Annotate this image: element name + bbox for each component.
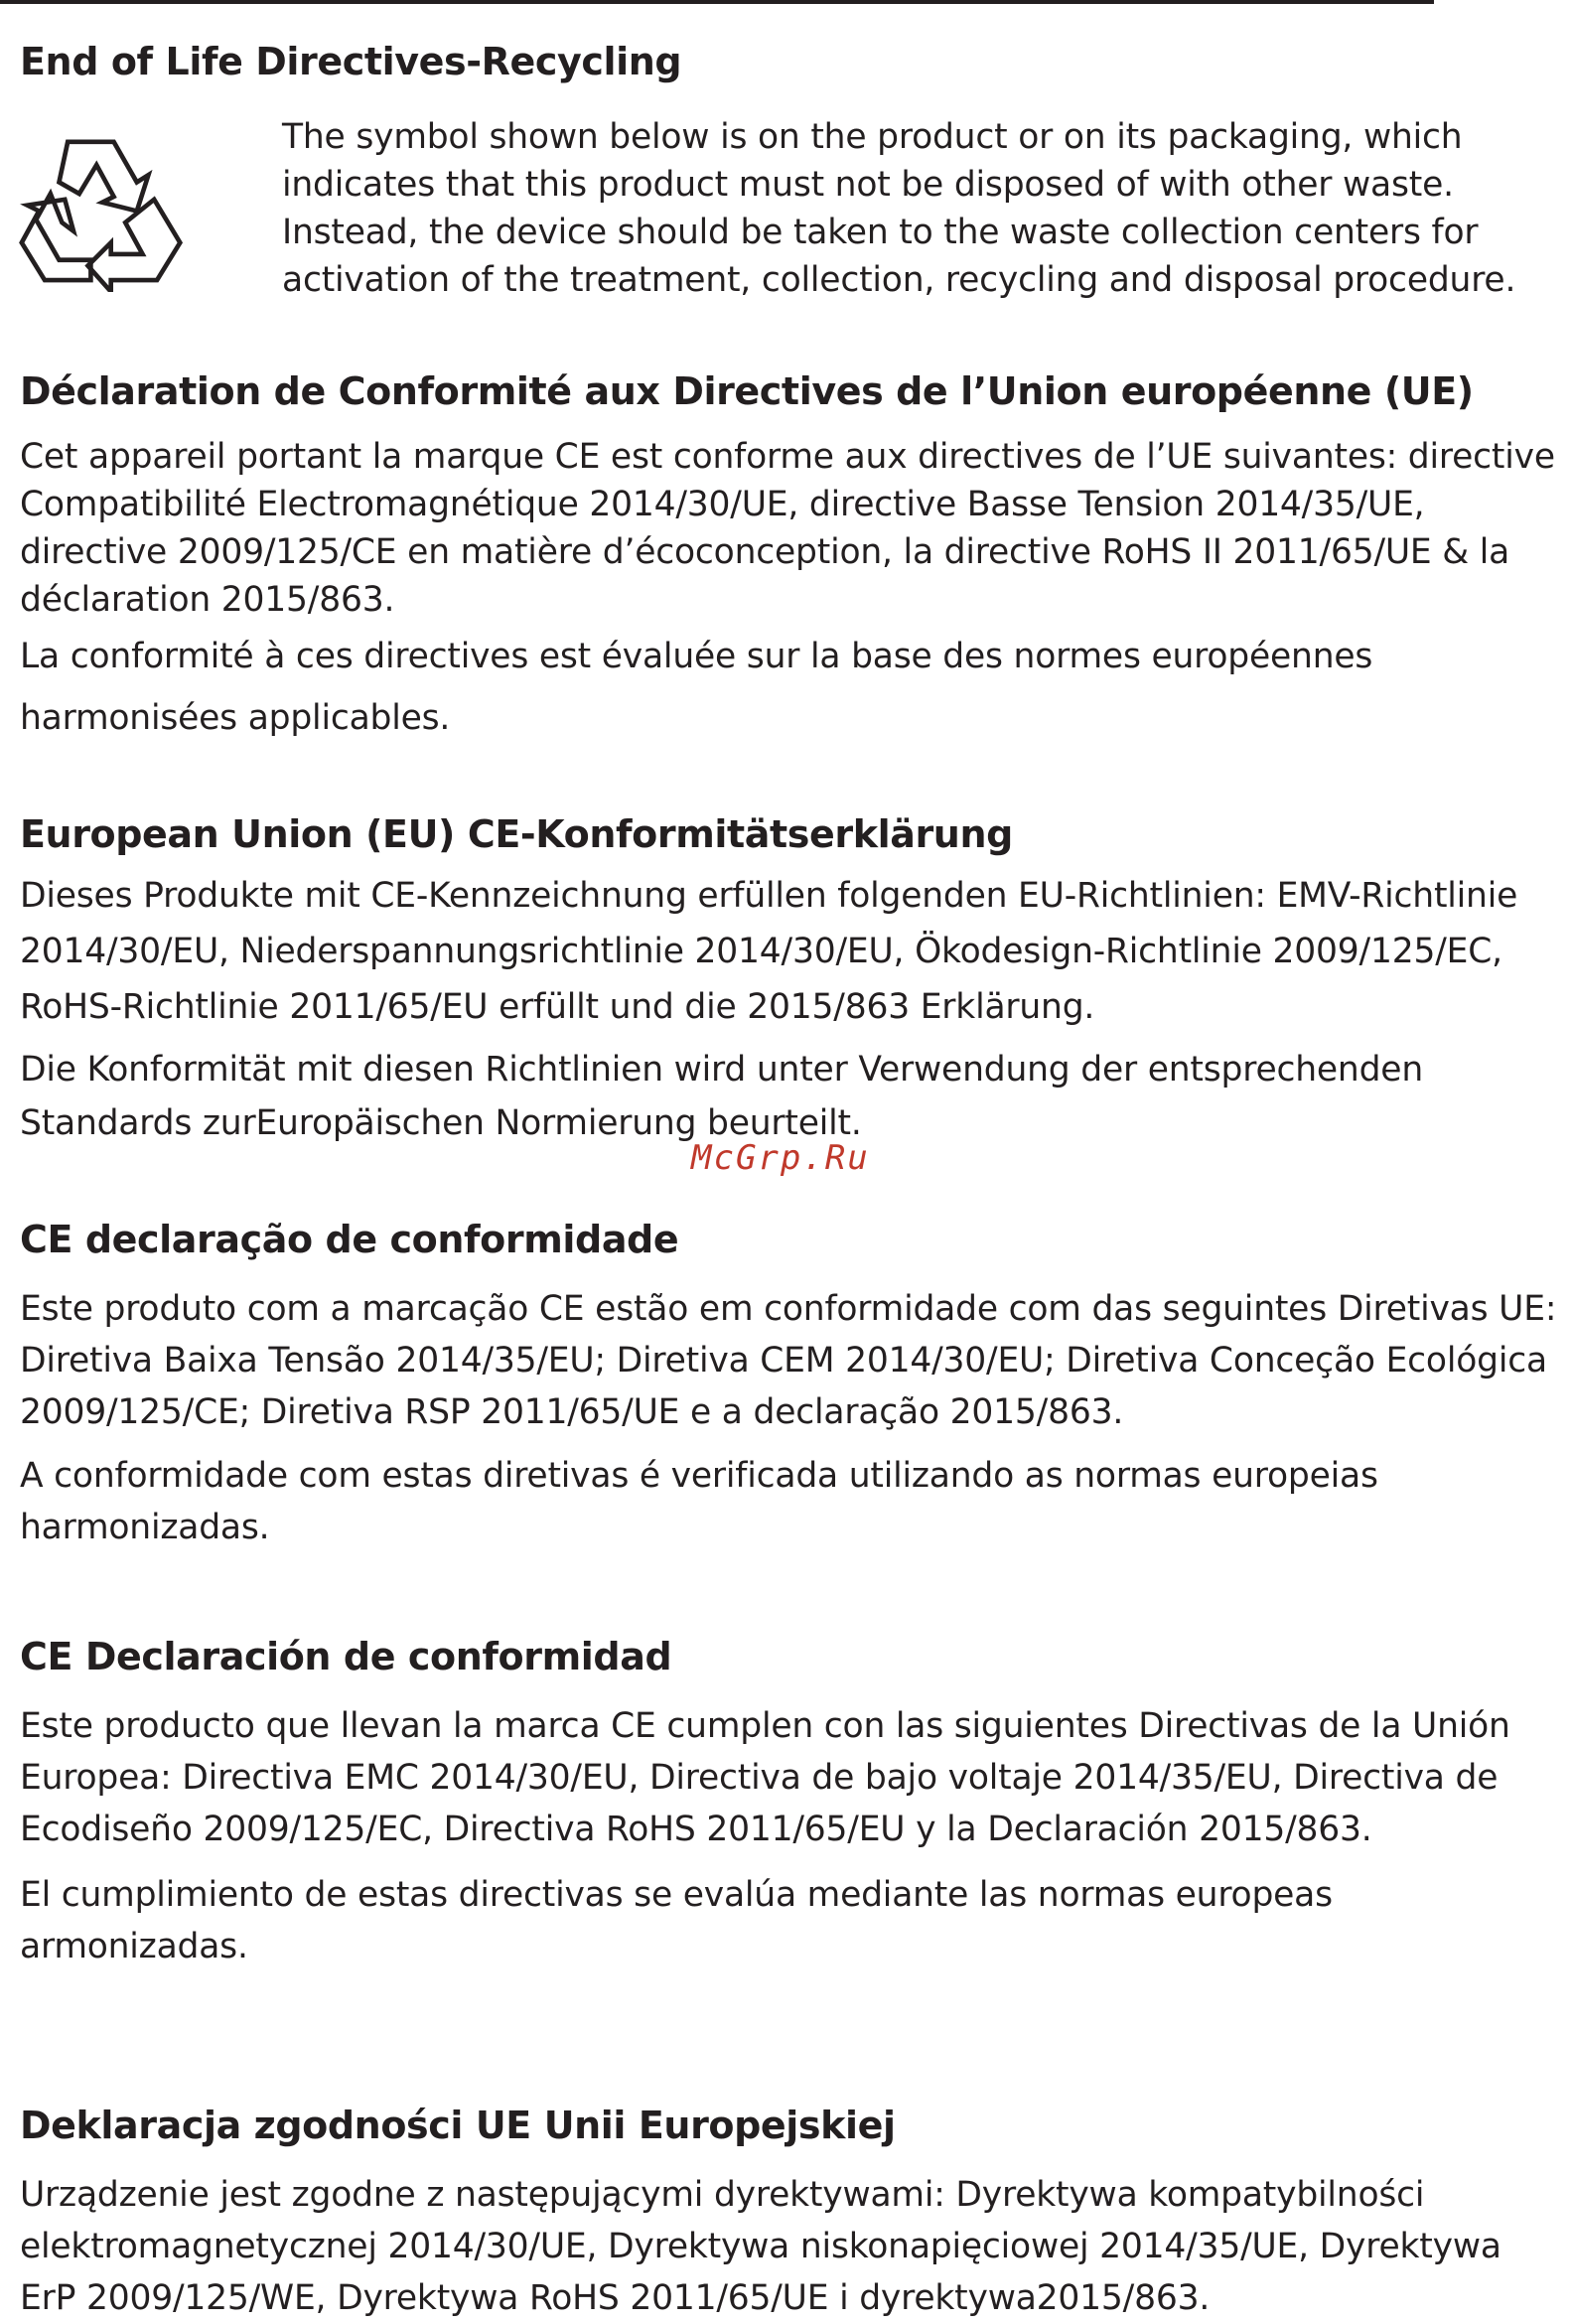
german-paragraph-2: Die Konformität mit diesen Richtlinien wird unter Verwendung der entsprechenden Standards zurEuropäischen Normierung beurteilt.	[20, 1050, 1423, 1143]
french-body	[20, 433, 1559, 749]
german-paragraph-1: Dieses Produkte mit CE-Kennzeichnung erfüllen folgenden EU-Richtlinien: EMV-Richtlinie 2014/30/EU, Niederspannungsrichtlinie 2014/30/EU, Ökodesign-Richtlinie 2009/125/EC, RoHS-Richtlinie 2011/65/EU erfüllt und die 2015/863 Erklärung.	[20, 876, 1518, 1027]
spanish-heading: CE Declaración de conformidad	[20, 1635, 672, 1678]
portuguese-paragraph-2: A conformidade com estas diretivas é verificada utilizando as normas europeias harmonizadas.	[20, 1456, 1378, 1547]
german-heading: European Union (EU) CE-Konformitätserklärung	[20, 812, 1013, 856]
polish-section	[20, 2102, 1559, 2324]
portuguese-paragraph-1: Este produto com a marcação CE estão em conformidade com das seguintes Diretivas UE: Diretiva Baixa Tensão 2014/35/EU; Diretiva CEM 2014/30/EU; Diretiva Conceção Ecológica 2009/125/CE; Diretiva RSP 2011/65/UE e a declaração 2015/863.	[20, 1289, 1557, 1432]
recycling-paragraph: The symbol shown below is on the product or on its packaging, which indicates that this product must not be disposed of with other waste. Instead, the device should be taken to the waste collection centers for activation of the treatment, collection, recycling and disposal procedure.	[282, 117, 1516, 300]
french-paragraph-1: Cet appareil portant la marque CE est conforme aux directives de l’UE suivantes: directive Compatibilité Electromagnétique 2014/30/UE, directive Basse Tension 2014/35/UE, directive 2009/125/CE en matière d’écoconception, la directive RoHS II 2011/65/UE & la déclaration 2015/863.	[20, 437, 1555, 620]
german-section	[20, 810, 1559, 1150]
french-paragraph-2: La conformité à ces directives est évaluée sur la base des normes européennes harmonisées applicables.	[20, 637, 1373, 738]
portuguese-heading: CE declaração de conformidade	[20, 1218, 679, 1261]
portuguese-body	[20, 1283, 1559, 1553]
french-heading: Déclaration de Conformité aux Directives de l’Union européenne (UE)	[20, 369, 1474, 413]
recycling-heading: End of Life Directives-Recycling	[20, 40, 682, 83]
spanish-paragraph-2: El cumplimiento de estas directivas se evalúa mediante las normas europeas armonizadas.	[20, 1875, 1333, 1966]
top-divider	[0, 0, 1434, 4]
polish-body	[20, 2169, 1559, 2324]
german-body	[20, 868, 1559, 1150]
recycling-section	[20, 38, 1559, 85]
spanish-body	[20, 1700, 1559, 1972]
french-section	[20, 367, 1559, 749]
polish-heading: Deklaracja zgodności UE Unii Europejskiej	[20, 2104, 896, 2147]
recycle-icon	[16, 127, 189, 292]
spanish-paragraph-1: Este producto que llevan la marca CE cumplen con las siguientes Directivas de la Unión Europea: Directiva EMC 2014/30/EU, Directiva de bajo voltaje 2014/35/EU, Directiva de Ecodiseño 2009/125/EC, Directiva RoHS 2011/65/EU y la Declaración 2015/863.	[20, 1706, 1510, 1849]
polish-paragraph-1: Urządzenie jest zgodne z następującymi dyrektywami: Dyrektywa kompatybilności elektromagnetycznej 2014/30/UE, Dyrektywa niskonapięciowej 2014/35/UE, Dyrektywa ErP 2009/125/WE, Dyrektywa RoHS 2011/65/UE i dyrektywa2015/863.	[20, 2175, 1501, 2318]
portuguese-section	[20, 1216, 1559, 1553]
recycling-body	[282, 113, 1563, 304]
spanish-section	[20, 1633, 1559, 1972]
watermark-text: McGrp.Ru	[691, 1138, 870, 1178]
